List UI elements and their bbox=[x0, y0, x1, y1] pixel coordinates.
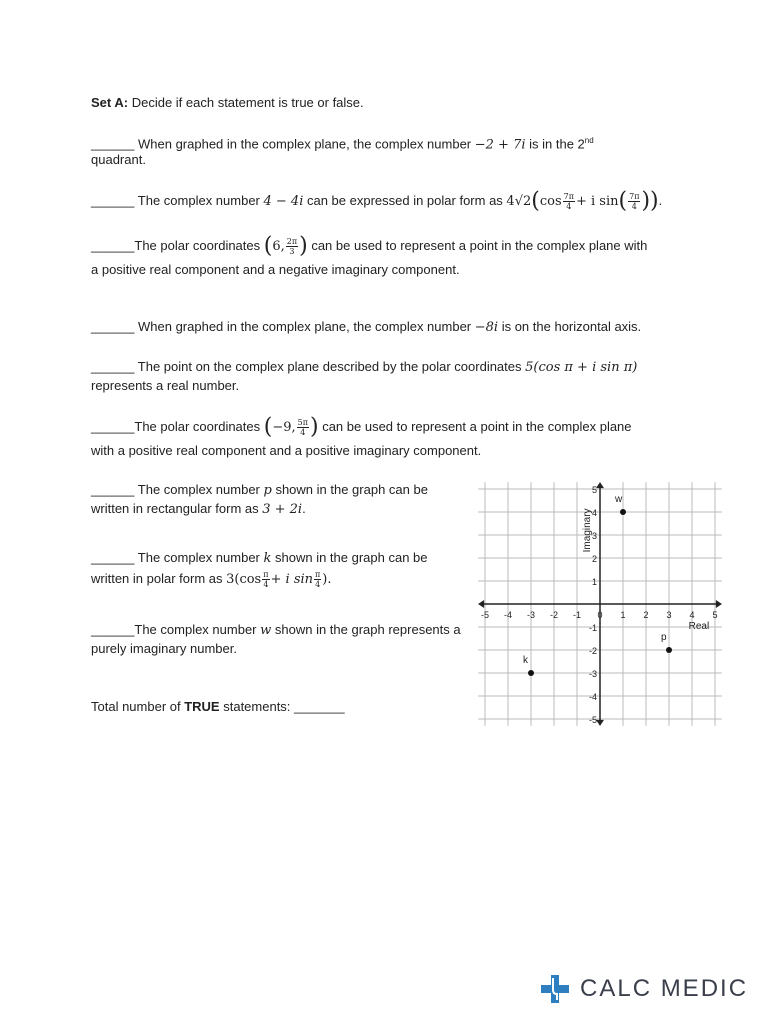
header bbox=[91, 94, 364, 112]
statement-1-line2: quadrant. bbox=[91, 152, 146, 167]
logo-cross-icon bbox=[540, 974, 570, 1004]
point-label-w: w bbox=[615, 494, 623, 505]
x-axis-label: Real bbox=[688, 621, 710, 632]
statement-text: The complex number bbox=[134, 193, 264, 208]
statement-5 bbox=[91, 358, 637, 377]
statement-text: The polar coordinates bbox=[134, 419, 264, 434]
statement-text: written in rectangular form as bbox=[91, 501, 263, 516]
statement-text: shown in the graph can be bbox=[271, 482, 428, 497]
x-axis-arrow-left bbox=[478, 600, 484, 608]
statement-text: can be used to represent a point in the complex plane bbox=[318, 419, 632, 434]
total-line bbox=[91, 698, 345, 716]
y-tick-label: 3 bbox=[591, 531, 597, 541]
statement-text: The complex number bbox=[134, 622, 261, 637]
statement-7 bbox=[91, 481, 428, 500]
statement-text: . bbox=[302, 501, 306, 516]
x-tick-label: -2 bbox=[549, 610, 559, 620]
calc-medic-logo bbox=[540, 974, 748, 1004]
point-k bbox=[528, 670, 534, 676]
answer-blank[interactable]: ______ bbox=[91, 550, 135, 565]
answer-blank[interactable]: ______ bbox=[91, 319, 135, 334]
instructions: Decide if each statement is true or false. bbox=[131, 95, 364, 110]
statement-text: When graphed in the complex plane, the complex number bbox=[134, 319, 475, 334]
statement-1 bbox=[91, 132, 594, 154]
statement-text: When graphed in the complex plane, the complex number bbox=[134, 136, 475, 152]
statement-6: ______The polar coordinates (−9, $\frac{5\pi}{4}$ ) can be used to represent a point in the complex plane bbox=[91, 414, 632, 440]
math-variable: k bbox=[263, 551, 272, 566]
logo-text: CALC MEDIC bbox=[580, 975, 749, 1002]
math-expression: −9, bbox=[272, 420, 296, 435]
statement-9-line2: purely imaginary number. bbox=[91, 641, 237, 656]
y-tick-label: -3 bbox=[588, 669, 597, 679]
x-tick-label: 3 bbox=[666, 610, 672, 620]
statement-text: shown in the graph represents a bbox=[271, 622, 461, 637]
x-axis-arrow-right bbox=[716, 600, 722, 608]
true-label: TRUE bbox=[184, 699, 220, 714]
fraction: $\frac{7\pi}{4}$ bbox=[563, 192, 574, 212]
math-variable: w bbox=[260, 623, 272, 638]
statement-text: can be expressed in polar form as bbox=[303, 193, 507, 208]
fraction: $\frac{\pi}{4}$ bbox=[263, 570, 269, 590]
y-axis-label: Imaginary bbox=[582, 508, 593, 553]
x-tick-label: -5 bbox=[480, 610, 490, 620]
total-blank[interactable]: _______ bbox=[294, 699, 345, 714]
math-expression: 4 − 4i bbox=[263, 194, 304, 209]
fraction: $\frac{7\pi}{4}$ bbox=[629, 192, 640, 212]
statement-text: shown in the graph can be bbox=[271, 550, 428, 565]
answer-blank[interactable]: ______ bbox=[91, 136, 135, 152]
math-variable: p bbox=[263, 483, 272, 498]
y-tick-label: 4 bbox=[591, 508, 597, 518]
y-tick-label: 1 bbox=[591, 577, 597, 587]
statement-text: is on the horizontal axis. bbox=[498, 319, 642, 334]
point-w bbox=[620, 509, 626, 515]
y-tick-label: -1 bbox=[588, 623, 597, 633]
statement-8 bbox=[91, 549, 428, 568]
y-tick-label: -4 bbox=[588, 692, 597, 702]
statement-4 bbox=[91, 318, 641, 337]
math-expression: 4√2 bbox=[506, 194, 532, 209]
answer-blank[interactable]: ______ bbox=[91, 482, 135, 497]
y-axis-arrow-down bbox=[596, 720, 604, 726]
fraction: $\frac{5\pi}{4}$ bbox=[297, 418, 308, 438]
statement-text: can be used to represent a point in the complex plane with bbox=[307, 238, 648, 253]
x-tick-label: 4 bbox=[689, 610, 695, 620]
point-label-p: p bbox=[661, 632, 667, 643]
y-tick-label: 5 bbox=[591, 485, 597, 495]
statement-2: ______ The complex number 4 − 4i can be expressed in polar form as 4√2(cos $\frac{7\pi}{4}$ + i sin( $\frac{7\pi}{4}$ )). bbox=[91, 188, 663, 214]
statement-5-line2: represents a real number. bbox=[91, 378, 240, 393]
total-text: statements: bbox=[219, 699, 295, 714]
math-expression: −8i bbox=[474, 320, 499, 335]
answer-blank[interactable]: ______ bbox=[91, 622, 135, 637]
point-label-k: k bbox=[523, 655, 528, 666]
fraction: $\frac{\pi}{4}$ bbox=[315, 570, 321, 590]
statement-8-line2 bbox=[91, 570, 332, 589]
math-expression: 3 + 2i bbox=[262, 502, 303, 517]
statement-9 bbox=[91, 621, 461, 640]
statement-3-line2: a positive real component and a negative imaginary component. bbox=[91, 262, 460, 277]
x-tick-label: 5 bbox=[712, 610, 718, 620]
statement-text: The complex number bbox=[134, 550, 264, 565]
statement-text: is in the 2 bbox=[525, 136, 585, 152]
x-tick-label: 2 bbox=[643, 610, 649, 620]
x-tick-label: 0 bbox=[597, 610, 603, 620]
statement-3: ______The polar coordinates (6, $\frac{2\pi}{3}$ ) can be used to represent a point in the complex plane with bbox=[91, 233, 648, 259]
statement-7-line2 bbox=[91, 500, 306, 519]
math-expression: + i sin bbox=[270, 572, 314, 587]
math-expression: 5(cos π + i sin π) bbox=[525, 360, 638, 375]
y-tick-label: -2 bbox=[588, 646, 597, 656]
x-tick-label: 1 bbox=[620, 610, 626, 620]
statement-text: The complex number bbox=[134, 482, 264, 497]
y-axis-arrow-up bbox=[596, 482, 604, 488]
point-p bbox=[666, 647, 672, 653]
statement-6-line2: with a positive real component and a positive imaginary component. bbox=[91, 443, 482, 458]
complex-plane-graph bbox=[480, 478, 721, 725]
answer-blank[interactable]: ______ bbox=[91, 238, 135, 253]
statement-text: written in polar form as bbox=[91, 571, 227, 586]
x-tick-label: -4 bbox=[503, 610, 513, 620]
statement-text: The polar coordinates bbox=[134, 238, 264, 253]
statement-text: The point on the complex plane described by the polar coordinates bbox=[134, 359, 526, 374]
y-tick-label: 2 bbox=[591, 554, 597, 564]
fraction: $\frac{2\pi}{3}$ bbox=[286, 237, 298, 257]
answer-blank[interactable]: ______ bbox=[91, 193, 135, 208]
x-tick-label: -3 bbox=[526, 610, 536, 620]
answer-blank[interactable]: ______ bbox=[91, 419, 135, 434]
math-expression: 3(cos bbox=[226, 572, 262, 587]
set-label: Set A: bbox=[91, 95, 129, 110]
superscript: nd bbox=[584, 136, 594, 145]
total-text: Total number of bbox=[91, 699, 185, 714]
math-expression: −2 + 7i bbox=[474, 137, 526, 153]
y-tick-label: -5 bbox=[588, 715, 597, 725]
math-expression: cos bbox=[539, 194, 562, 209]
math-expression: ). bbox=[322, 572, 332, 587]
math-expression: 6, bbox=[272, 239, 285, 254]
answer-blank[interactable]: ______ bbox=[91, 359, 135, 374]
x-tick-label: -1 bbox=[572, 610, 582, 620]
math-expression: + i sin bbox=[575, 194, 619, 209]
